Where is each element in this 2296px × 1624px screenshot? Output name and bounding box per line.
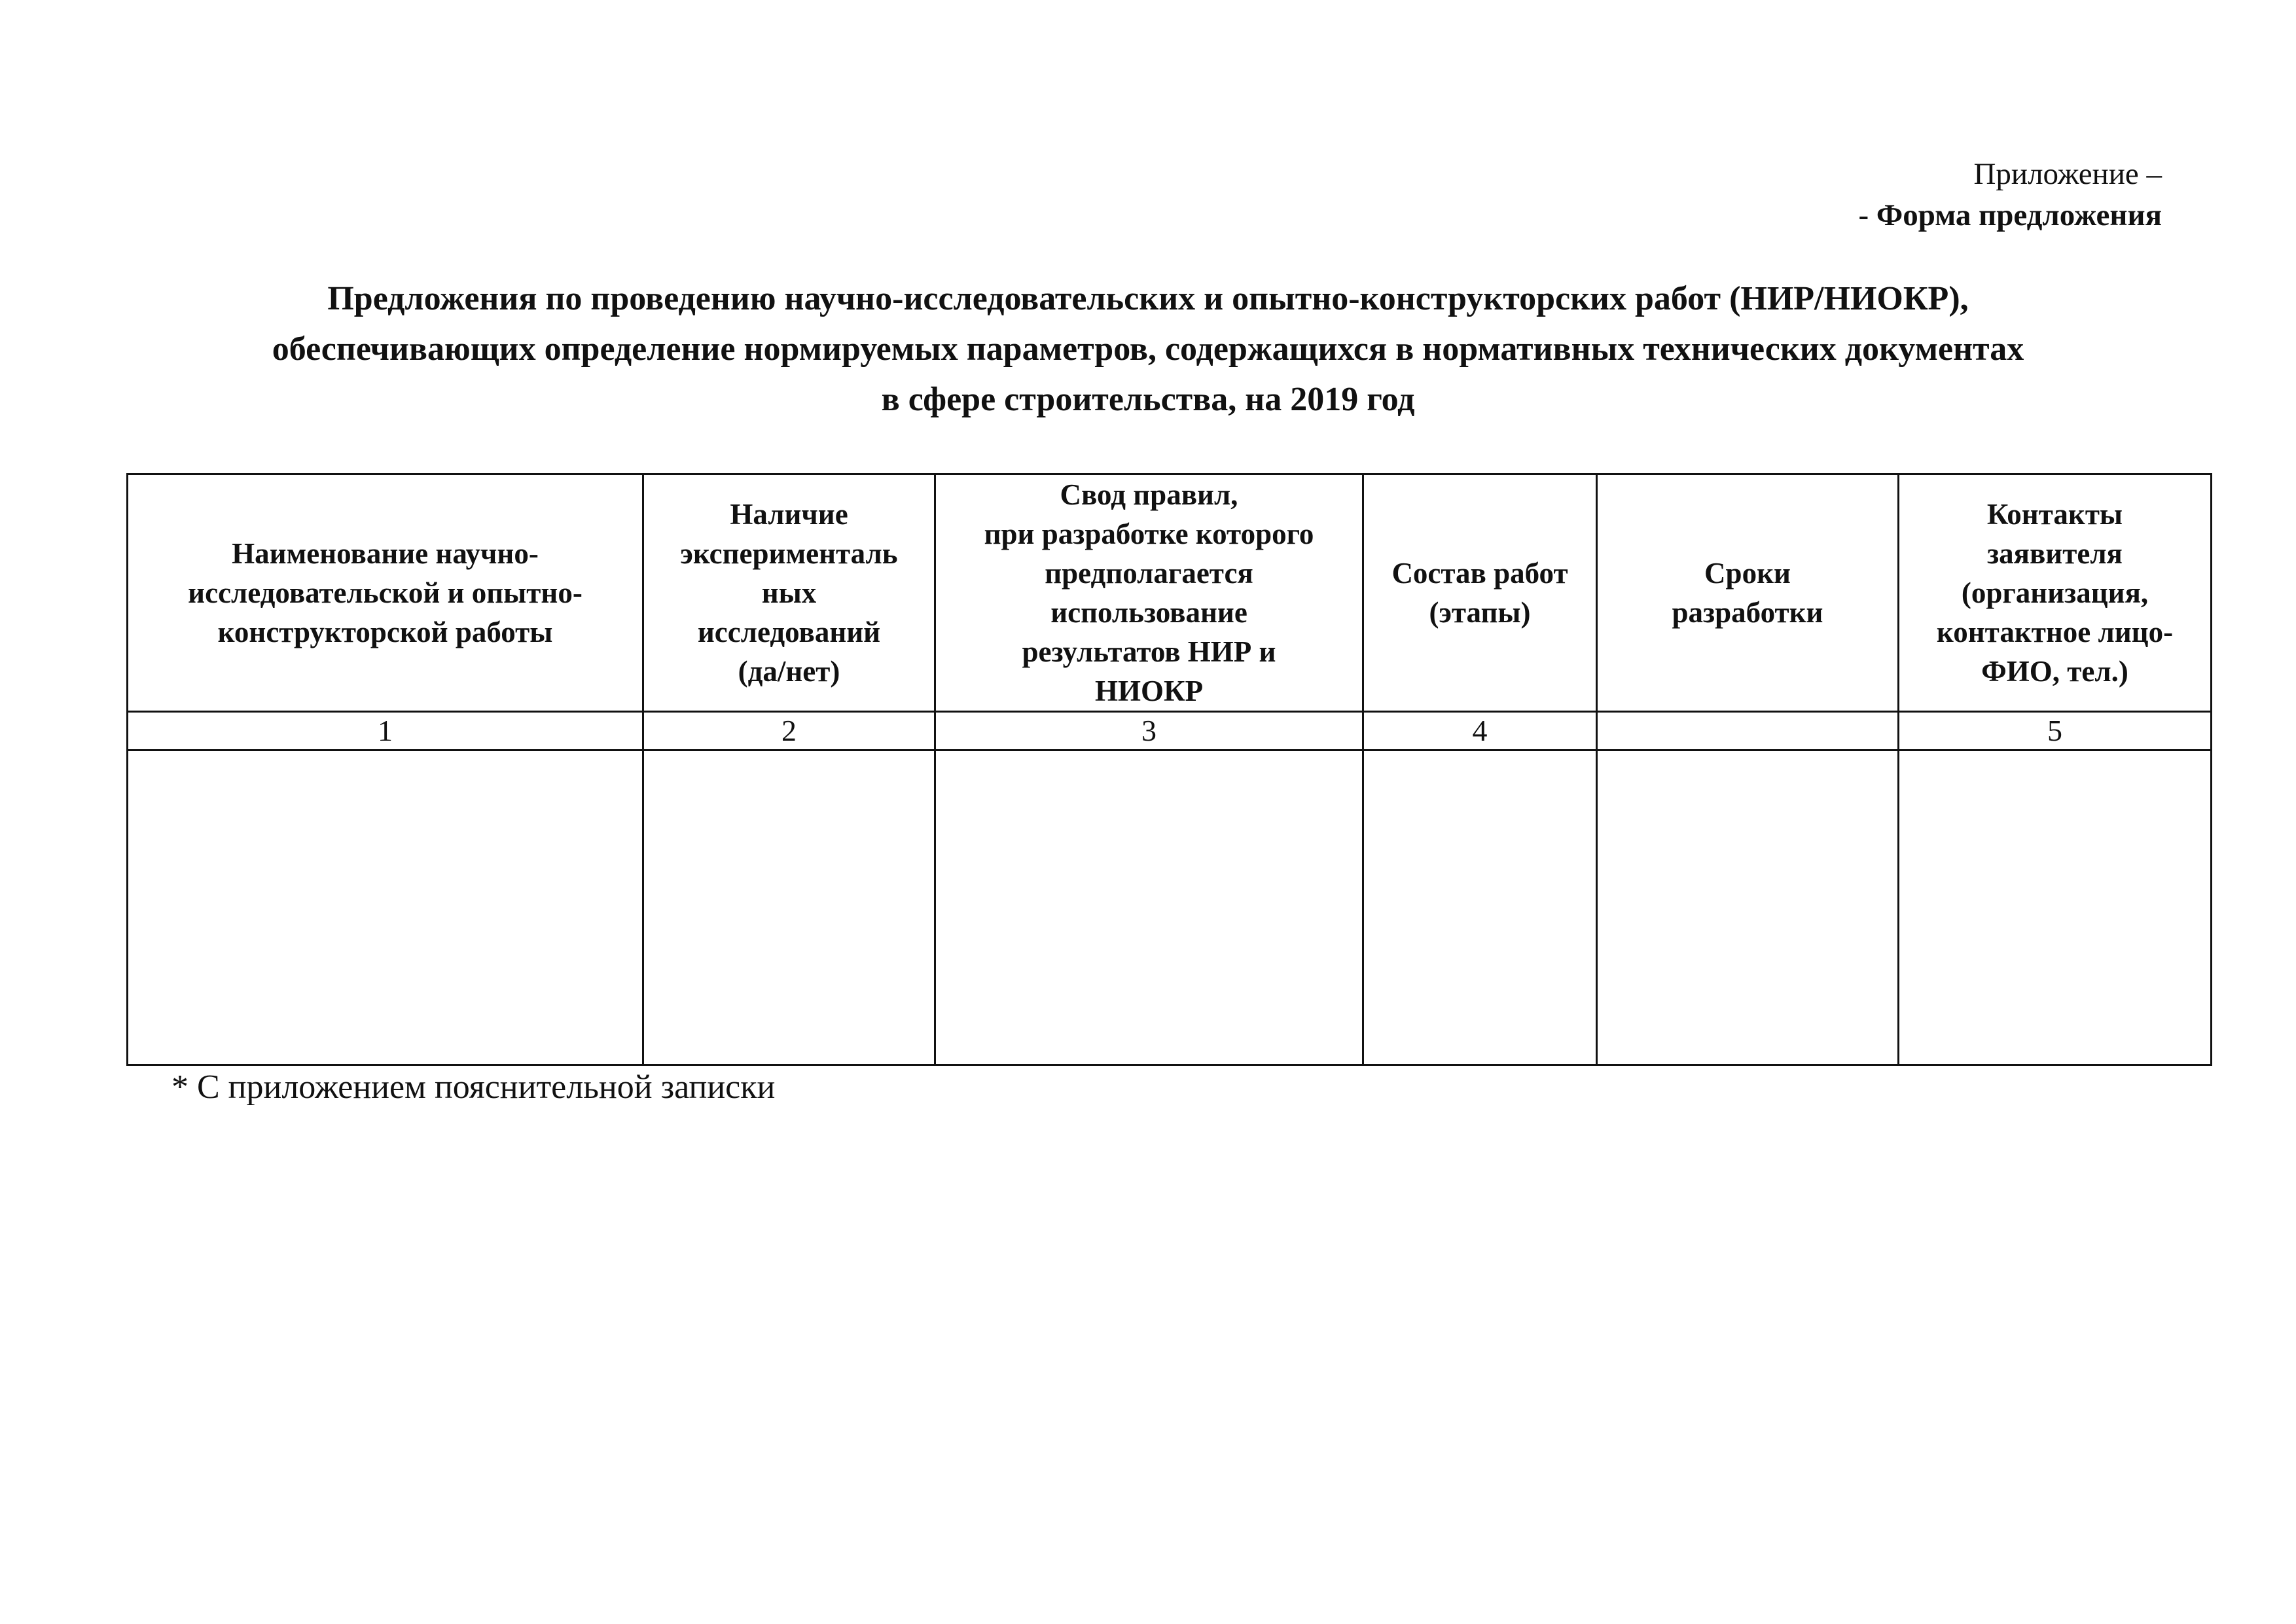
footnote: * С приложением пояснительной записки xyxy=(171,1068,776,1106)
cell-work-name[interactable] xyxy=(128,750,643,1065)
title-line-2: обеспечивающих определение нормируемых параметров, содержащихся в нормативных технических документах xyxy=(272,330,2024,368)
appendix-label xyxy=(1859,154,2162,236)
header-applicant-contacts: Контакты заявителя (организация, контактное лицо- ФИО, тел.) xyxy=(1899,474,2212,712)
cell-experimental-research[interactable] xyxy=(643,750,935,1065)
header-work-stages: Состав работ (этапы) xyxy=(1363,474,1597,712)
header-work-name: Наименование научно- исследовательской и опытно- конструкторской работы xyxy=(128,474,643,712)
proposal-form-table xyxy=(126,473,2212,1066)
column-number-5: 5 xyxy=(1899,712,2212,750)
title-line-1: Предложения по проведению научно-исследовательских и опытно-конструкторских работ (НИР/НИОКР), xyxy=(327,280,1969,317)
table-row xyxy=(128,750,2212,1065)
title-line-3: в сфере строительства, на 2019 год xyxy=(881,381,1415,418)
appendix-line-2: - Форма предложения xyxy=(1858,198,2162,232)
column-number-4: 4 xyxy=(1363,712,1597,750)
table-number-row xyxy=(128,712,2212,750)
column-number-1: 1 xyxy=(128,712,643,750)
cell-applicant-contacts[interactable] xyxy=(1899,750,2212,1065)
header-code-of-rules: Свод правил, при разработке которого предполагается использование результатов НИР и НИОКР xyxy=(935,474,1363,712)
header-experimental-research: Наличие эксперименталь ных исследований (да/нет) xyxy=(643,474,935,712)
column-number-2: 2 xyxy=(643,712,935,750)
appendix-line-1: Приложение – xyxy=(1973,157,2162,191)
header-deadlines: Сроки разработки xyxy=(1597,474,1899,712)
column-number-3: 3 xyxy=(935,712,1363,750)
document-title xyxy=(131,274,2165,425)
cell-work-stages[interactable] xyxy=(1363,750,1597,1065)
table-header-row xyxy=(128,474,2212,712)
cell-deadlines[interactable] xyxy=(1597,750,1899,1065)
cell-code-of-rules[interactable] xyxy=(935,750,1363,1065)
column-number-blank xyxy=(1597,712,1899,750)
